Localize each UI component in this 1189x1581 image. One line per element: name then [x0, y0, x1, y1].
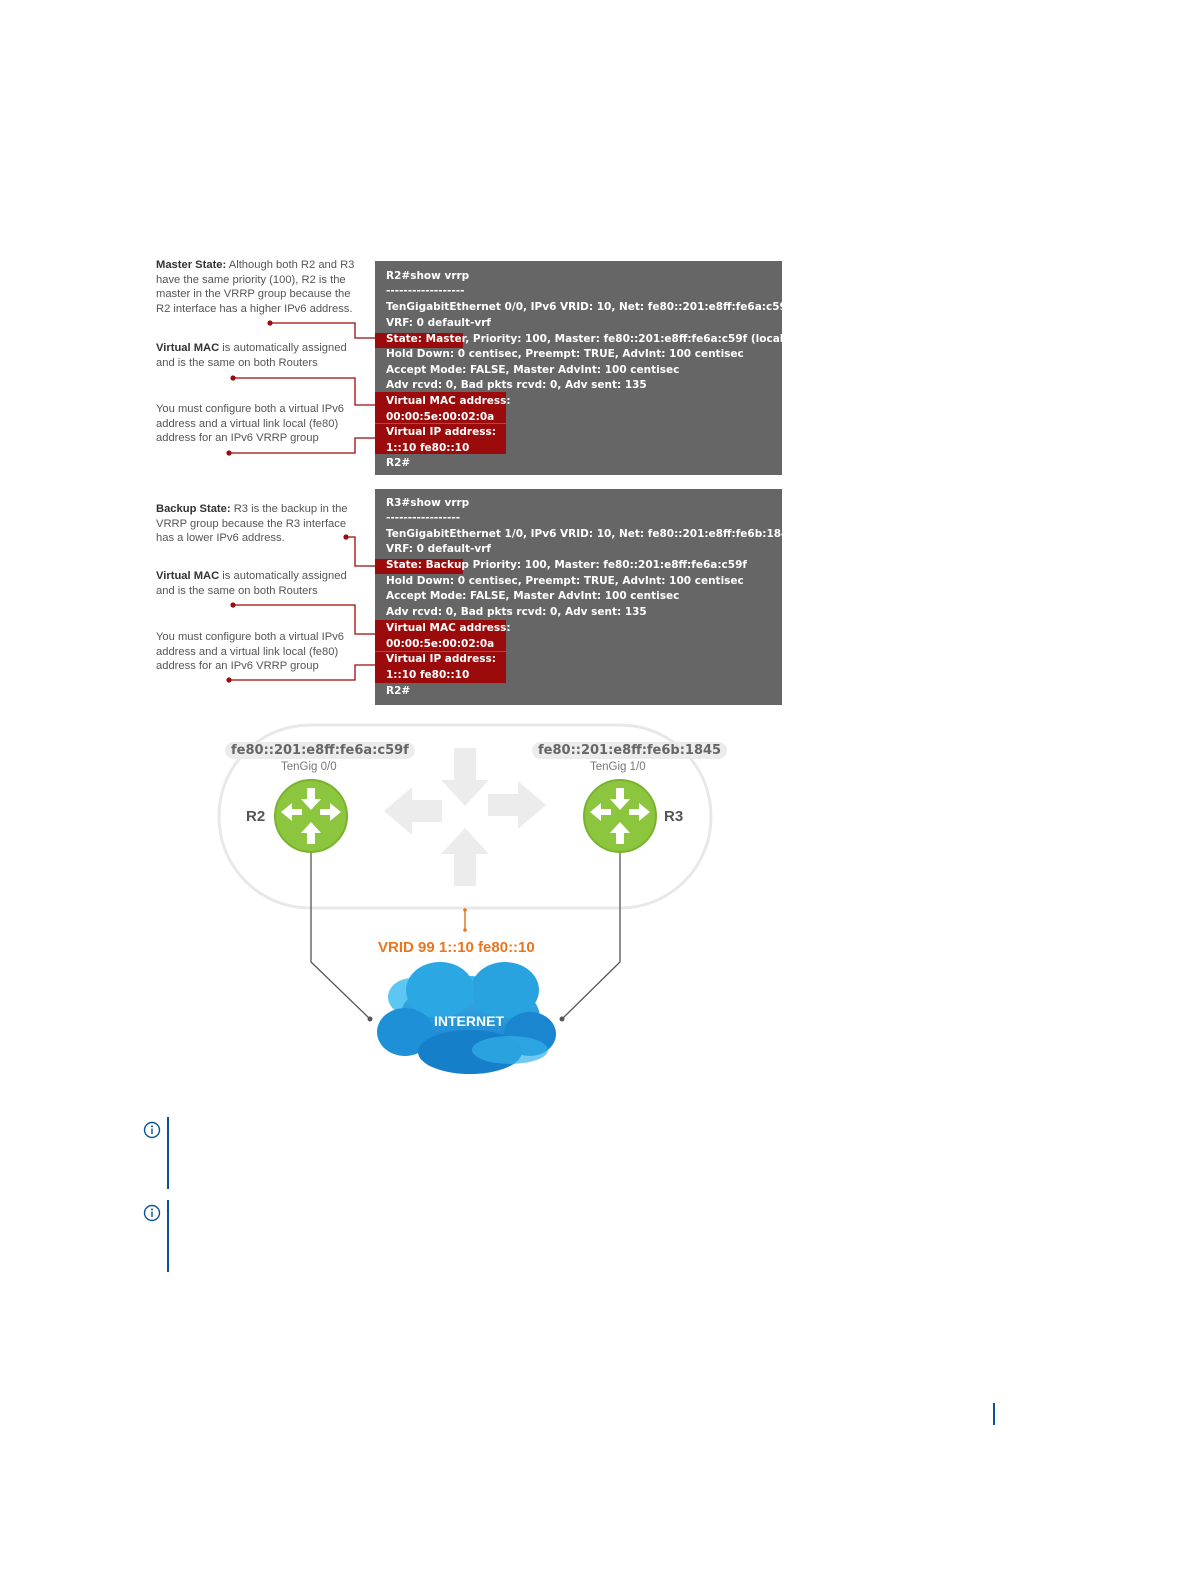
terminal-state-line: State: Master, Priority: 100, Master: fe80::201:e8ff:fe6a:c59f (local) — [386, 333, 789, 345]
terminal-adv: Adv rcvd: 0, Bad pkts rcvd: 0, Adv sent: 135 — [386, 606, 647, 618]
terminal-ip-label: Virtual IP address: — [386, 653, 496, 665]
backup-mac-annotation: Virtual MAC is automatically assigned and is the same on both Routers — [156, 570, 347, 597]
r3-name-label: R3 — [664, 808, 684, 825]
terminal-mac-value: 00:00:5e:00:02:0a — [386, 638, 495, 650]
terminal-adv: Adv rcvd: 0, Bad pkts rcvd: 0, Adv sent: 135 — [386, 379, 647, 391]
info-icon — [143, 1121, 161, 1139]
router-icon — [275, 780, 347, 852]
terminal-end-prompt: R2# — [386, 685, 411, 697]
router-icon — [584, 780, 656, 852]
terminal-vrf: VRF: 0 default-vrf — [386, 317, 491, 329]
terminal-interface-line: TenGigabitEthernet 1/0, IPv6 VRID: 10, Net: fe80::201:e8ff:fe6b:1845 — [386, 528, 796, 540]
terminal-hold: Hold Down: 0 centisec, Preempt: TRUE, AdvInt: 100 centisec — [386, 575, 744, 587]
r3-address-label: fe80::201:e8ff:fe6b:1845 — [532, 742, 727, 759]
master-state-annotation: Master State: Although both R2 and R3 have the same priority (100), R2 is the master in the VRRP group because the R2 interface has a higher IPv6 address. — [156, 259, 355, 315]
backup-state-annotation: Backup State: R3 is the backup in the VRRP group because the R3 interface has a lower IPv6 address. — [156, 503, 348, 545]
terminal-end-prompt: R2# — [386, 457, 411, 469]
master-config-annotation: You must configure both a virtual IPv6 address and a virtual link local (fe80) address for an IPv6 VRRP group — [156, 403, 345, 445]
info-icon — [143, 1204, 161, 1222]
backup-config-annotation: You must configure both a virtual IPv6 address and a virtual link local (fe80) address for an IPv6 VRRP group — [156, 631, 345, 673]
terminal-vrf: VRF: 0 default-vrf — [386, 543, 491, 555]
terminal-ip-value: 1::10 fe80::10 — [386, 669, 470, 681]
terminal-separator: ------------------ — [386, 285, 465, 297]
master-mac-annotation: Virtual MAC is automatically assigned and is the same on both Routers — [156, 342, 347, 369]
vrid-label: VRID 99 1::10 fe80::10 — [378, 939, 535, 956]
page-marker — [993, 1403, 995, 1425]
terminal-hold: Hold Down: 0 centisec, Preempt: TRUE, AdvInt: 100 centisec — [386, 348, 744, 360]
r2-interface-label: TenGig 0/0 — [281, 761, 337, 773]
r2-address-label: fe80::201:e8ff:fe6a:c59f — [225, 742, 415, 759]
terminal-ip-value: 1::10 fe80::10 — [386, 442, 470, 454]
note-bar — [167, 1200, 169, 1272]
terminal-interface-line: TenGigabitEthernet 0/0, IPv6 VRID: 10, Net: fe80::201:e8ff:fe6a:c59f — [386, 301, 792, 313]
terminal-prompt: R2#show vrrp — [386, 270, 470, 282]
terminal-mac-label: Virtual MAC address: — [386, 395, 511, 407]
note-bar — [167, 1117, 169, 1189]
terminal-prompt: R3#show vrrp — [386, 497, 470, 509]
internet-label: INTERNET — [434, 1013, 504, 1029]
terminal-separator: ----------------- — [386, 512, 461, 524]
terminal-accept: Accept Mode: FALSE, Master AdvInt: 100 centisec — [386, 364, 680, 376]
terminal-accept: Accept Mode: FALSE, Master AdvInt: 100 centisec — [386, 590, 680, 602]
terminal-state-line: State: Backup Priority: 100, Master: fe80::201:e8ff:fe6a:c59f — [386, 559, 747, 571]
link-r2-internet — [311, 852, 370, 1019]
terminal-mac-value: 00:00:5e:00:02:0a — [386, 411, 495, 423]
r2-name-label: R2 — [246, 808, 266, 825]
terminal-mac-label: Virtual MAC address: — [386, 622, 511, 634]
link-r3-internet — [562, 852, 620, 1019]
arrows-icon — [384, 748, 546, 886]
terminal-ip-label: Virtual IP address: — [386, 426, 496, 438]
r3-interface-label: TenGig 1/0 — [590, 761, 646, 773]
